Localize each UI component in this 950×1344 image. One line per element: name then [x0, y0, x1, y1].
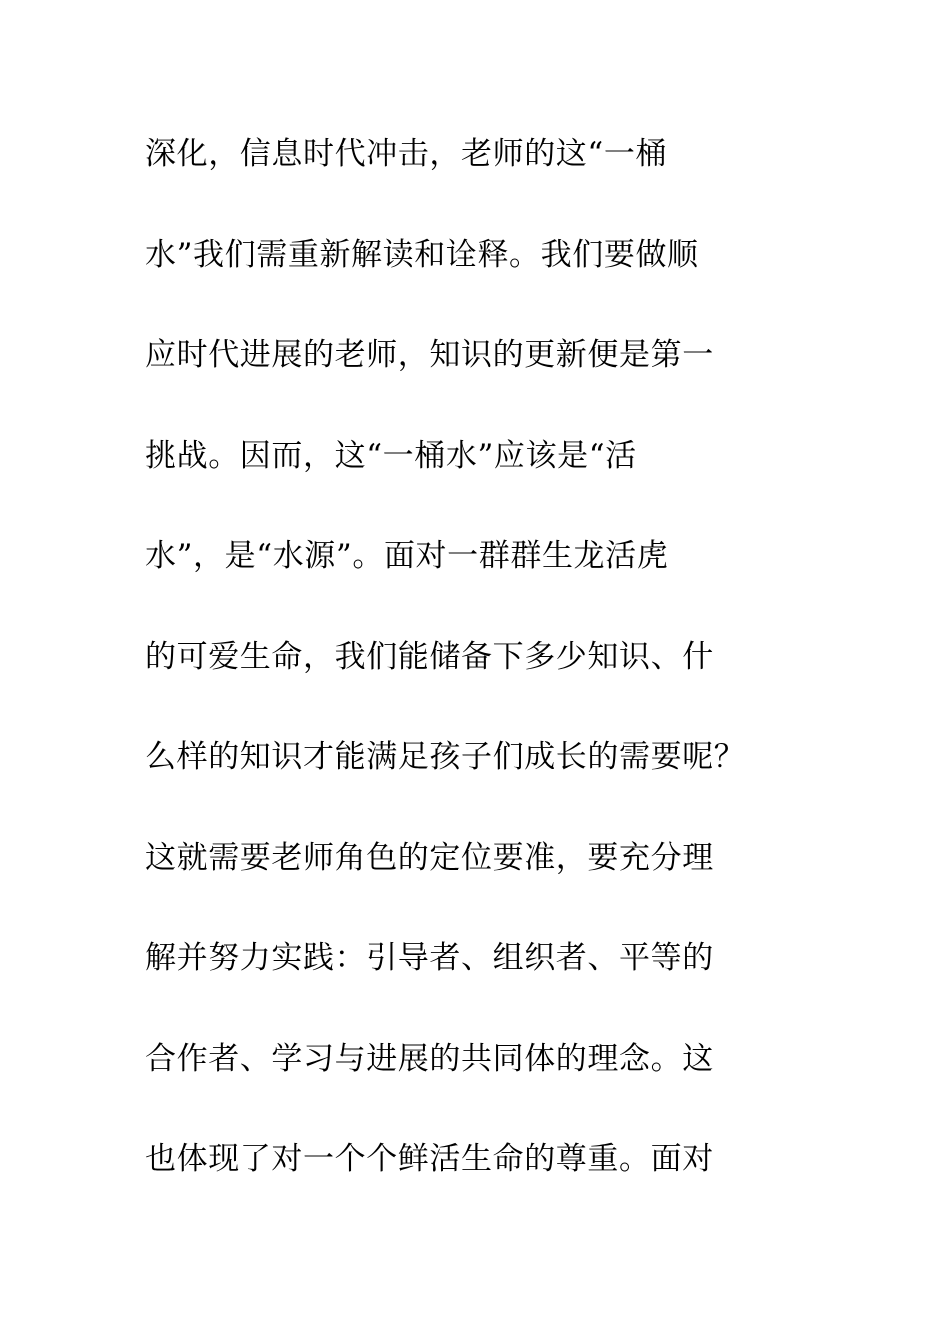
text-line: 应时代进展的老师，知识的更新便是第一 [145, 337, 714, 373]
text-line: 挑战。因而，这“一桶水”应该是“活 [145, 437, 637, 474]
text-line: 水”，是“水源”。面对一群群生龙活虎 [145, 538, 669, 574]
text-line: 合作者、学习与进展的共同体的理念。这 [145, 1040, 714, 1077]
text-line: 解并努力实践：引导者、组织者、平等的 [145, 940, 714, 976]
text-line: 深化，信息时代冲击，老师的这“一桶 [145, 136, 668, 172]
text-line: 也体现了对一个个鲜活生命的尊重。面对 [145, 1141, 714, 1177]
text-line: 水”我们需重新解读和诠释。我们要做顺 [145, 236, 699, 273]
body-paragraph [145, 128, 825, 1234]
text-line: 么样的知识才能满足孩子们成长的需要呢？ [145, 739, 746, 775]
text-line: 的可爱生命，我们能储备下多少知识、什 [145, 638, 714, 675]
text-line: 这就需要老师角色的定位要准，要充分理 [145, 839, 714, 876]
